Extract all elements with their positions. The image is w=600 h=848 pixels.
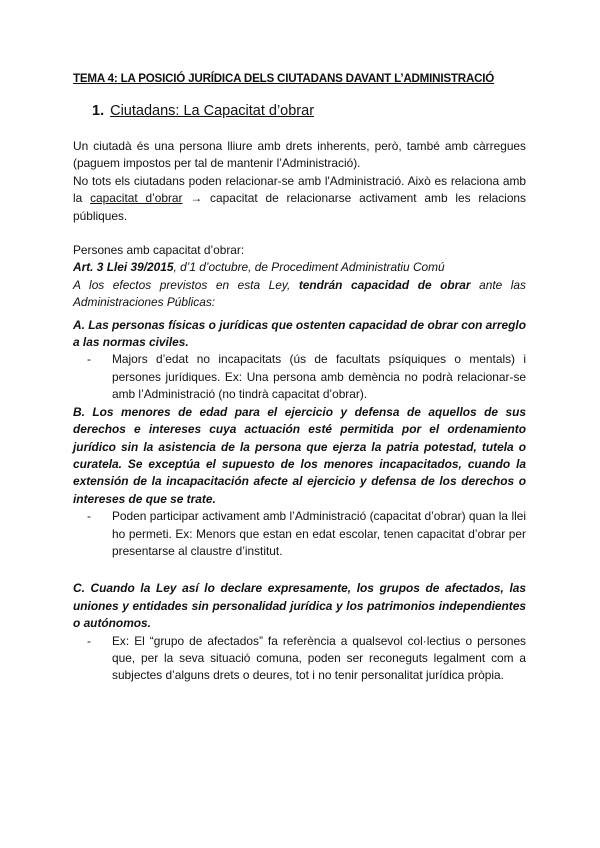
law-quote <box>73 277 526 312</box>
item-a-text: A. Las personas físicas o jurídicas que ostenten capacidad de obrar con arreglo a las normas civiles. <box>73 317 526 350</box>
item-c-note-text: Ex: El “grupo de afectados” fa referència a qualsevol col·lectius o persones que, per la seva situació comuna, poden ser reconeguts legalment com a subjectes d’alguns drets o deures, tot i no tenir personalitat jurídica pròpia. <box>112 633 526 683</box>
section-number: 1. <box>92 103 105 119</box>
intro-p2-pre: No tots els ciutadans poden relacionar-se amb l'Administració. Això es relaciona amb la <box>73 173 526 206</box>
law-reference <box>73 259 526 276</box>
item-b-note-text: Poden participar activament amb l’Administració (capacitat d’obrar) quan la llei ho permeti. Ex: Menors que estan en edat escolar, tenen capacitat d’obrar per presentarse al claustre d’institut. <box>112 509 526 558</box>
intro-p2-post: → capacitat de relacionarse activament amb les relacions públiques. <box>73 191 526 223</box>
dash-bullet: - <box>87 633 91 648</box>
item-b-text: B. Los menores de edad para el ejercicio y defensa de aquellos de sus derechos e intereses cuya actuación esté permitida por el ordenamiento jurídico sin la asistencia de la persona que ejerza la patria potestad, tutela o curatela. Se exceptúa el supuesto de los menores incapacitados, cuando la extensión de la incapacitación afecte al ejercicio y defensa de los derechos o intereses de que se trate. <box>73 404 526 506</box>
intro-paragraph-1: Un ciutadà és una persona lliure amb drets inherents, però, també amb càrregues (paguem impostos per tal de mantenir l’Administració). <box>73 139 526 171</box>
law-reference-rest: , d’1 d’octubre, de Procediment Administratiu Comú <box>173 260 445 275</box>
law-quote-pre: A los efectos previstos en esta Ley, <box>73 277 299 292</box>
dash-bullet: - <box>87 352 91 367</box>
item-c-text: C. Cuando la Ley así lo declare expresamente, los grupos de afectados, las uniones y entidades sin personalidad jurídica y los patrimonios independientes o autónomos. <box>73 581 526 631</box>
dash-bullet: - <box>87 509 91 524</box>
law-intro: Persones amb capacitat d’obrar: <box>73 243 245 258</box>
item-a-note <box>87 351 526 403</box>
section-heading-text: Ciutadans: La Capacitat d’obrar <box>110 103 315 119</box>
item-c-note <box>87 633 526 685</box>
document-title: TEMA 4: LA POSICIÓ JURÍDICA DELS CIUTADANS DAVANT L’ADMINISTRACIÓ <box>73 72 495 85</box>
law-quote-bold: tendrán capacidad de obrar <box>298 277 471 292</box>
law-reference-article: Art. 3 Llei 39/2015 <box>73 260 174 275</box>
intro-paragraph-2 <box>73 173 526 225</box>
item-a-note-text: Majors d’edat no incapacitats (ús de facultats psíquiques o mentals) i persones jurídiques. Ex: Una persona amb demència no podrà relacionar-se amb l’Administració (no tindrà capacitat d’obrar). <box>112 352 526 402</box>
law-quote-post: ante las Administraciones Públicas: <box>73 277 526 310</box>
capacitat-obrar-term: capacitat d’obrar <box>90 191 183 206</box>
section-heading <box>92 102 526 120</box>
item-b-note <box>87 508 526 560</box>
